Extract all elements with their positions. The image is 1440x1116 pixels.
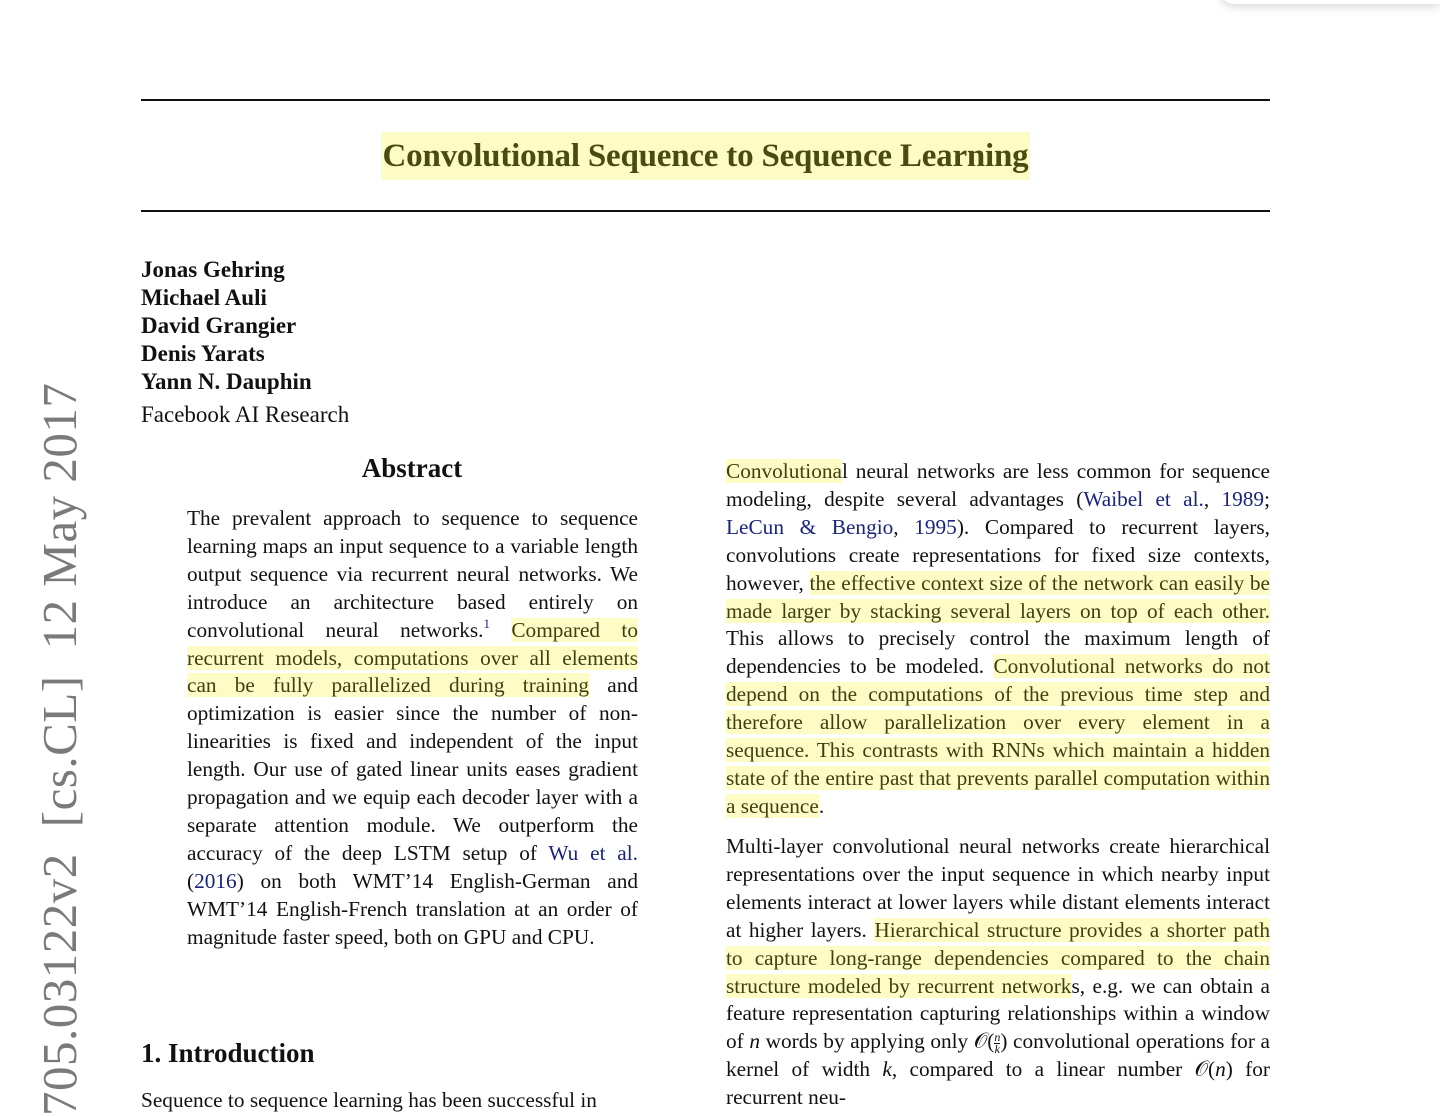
body-text: ;	[1264, 486, 1270, 511]
math-var: n	[749, 1029, 761, 1054]
citation-year-link[interactable]: 1995	[914, 514, 957, 539]
abstract-text: The prevalent approach to sequence to sequence learning maps an input sequence to a variable length output sequence via recurrent neural networks. We introduce an architecture based entirely on convolutional neural networks.	[187, 506, 638, 642]
math-fraction	[994, 1029, 1001, 1056]
fraction-numerator: n	[994, 1029, 1001, 1044]
body-text: l neural networks are less common for sequence modeling, despite several advantages (	[726, 459, 1270, 511]
author: Denis Yarats	[141, 341, 265, 366]
citation-link[interactable]: Wu et al.	[548, 840, 638, 865]
affiliation: Facebook AI Research	[141, 402, 350, 427]
abstract-text: and optimization is easier since the number of non-linearities is fixed and independent of the input length. Our use of gated linear units eases gradient propagation and we equip each decoder layer with a separate attention module. We outperform the accuracy of the deep LSTM setup of	[187, 673, 638, 865]
highlight[interactable]: Convolutiona	[726, 459, 842, 483]
body-text: .	[818, 793, 825, 818]
arxiv-date: 12 May 2017	[32, 382, 87, 650]
math-var: k	[882, 1057, 892, 1082]
body-text: ). Compared to recurrent layers, convolutions create representations for fixed size contexts, however,	[726, 514, 1271, 595]
author: David Grangier	[141, 313, 297, 338]
right-column-paragraph-2: Multi-layer convolutional neural networks create hierarchical representations over the input sequence in which nearby input elements interact at lower layers while distant elements interact at higher layers. Hierarchical structure provides a shorter path to capture long-range dependencies compared to the chain structure modeled by recurrent networks, e.g. we can obtain a feature representation capturing relationships within a window of n words by applying only 𝒪( $\frac{n}{k}$ ) convolutional operations for a kernel of width k, compared to a linear number 𝒪(n) for recurrent neu-	[726, 834, 1270, 1110]
math-var: n	[1215, 1057, 1226, 1082]
footnote-link[interactable]: 1	[483, 615, 490, 631]
citation-year-link[interactable]: 1989	[1221, 486, 1265, 511]
highlight[interactable]: Compared to recurrent models, computations over all elements can be fully parallelized during training	[187, 617, 638, 698]
citation-link[interactable]: LeCun & Bengio	[726, 514, 894, 539]
body-text: , compared to a linear number	[891, 1057, 1195, 1082]
highlight[interactable]: Convolutional networks do not depend on the computations of the previous time step and therefore allow parallelization over every element in a sequence. This contrasts with RNNs which maintain a hidden state of the entire past that prevents parallel computation within a sequence	[726, 654, 1270, 818]
citation-year-link[interactable]: 2016	[194, 868, 237, 893]
right-column-paragraph-1	[726, 458, 1270, 821]
paper-title[interactable]: Convolutional Sequence to Sequence Learning	[381, 132, 1031, 180]
fraction-denominator: k	[994, 1041, 1000, 1056]
intro-body	[141, 1087, 684, 1115]
body-text: convolutional operations for a kernel of width	[726, 1029, 1270, 1082]
title-rule-top	[141, 99, 1270, 101]
abstract-text: (	[187, 868, 195, 893]
body-text: ,	[1203, 486, 1222, 511]
body-text: ,	[893, 514, 915, 539]
abstract-text: ) on both WMT’14 English-German and WMT’14 English-French translation at an order of magnitude faster speed, both on GPU and CPU.	[187, 868, 638, 949]
math-big-o: 𝒪	[1194, 1057, 1208, 1082]
title-rule-bottom	[141, 210, 1270, 212]
body-text: for recurrent neu-	[726, 1057, 1270, 1110]
author: Jonas Gehring	[141, 257, 285, 282]
intro-text: Sequence to sequence learning has been successful in	[141, 1088, 597, 1112]
author-block	[141, 256, 349, 429]
body-text: s, e.g. we can obtain a feature representation capturing relationships within a window of	[726, 973, 1270, 1054]
math-big-o: 𝒪	[973, 1029, 988, 1054]
arxiv-category: [cs.CL]	[32, 675, 87, 828]
abstract-heading: Abstract	[361, 453, 463, 483]
body-text: Multi-layer convolutional neural networks create hierarchical representations over the input sequence in which nearby input elements interact at lower layers while distant elements interact at higher layers.	[726, 834, 1270, 942]
body-text: This allows to precisely control the maximum length of dependencies to be modeled.	[726, 626, 1270, 679]
window-shadow	[1220, 0, 1440, 4]
highlight[interactable]: the effective context size of the network can easily be made larger by stacking several layers on top of each other.	[726, 570, 1270, 623]
title-block	[0, 132, 1411, 180]
section-heading-introduction: 1. Introduction	[141, 1038, 315, 1068]
body-text: words by applying only	[760, 1029, 974, 1054]
arxiv-id: 705.03122v2	[32, 853, 87, 1116]
citation-link[interactable]: Waibel et al.	[1083, 486, 1204, 511]
author: Yann N. Dauphin	[141, 369, 312, 394]
author: Michael Auli	[141, 285, 267, 310]
highlight[interactable]: Hierarchical structure provides a shorter path to capture long-range dependencies compared to the chain structure modeled by recurrent network	[726, 917, 1270, 998]
arxiv-stamp	[32, 357, 87, 1116]
abstract-body	[187, 505, 638, 952]
